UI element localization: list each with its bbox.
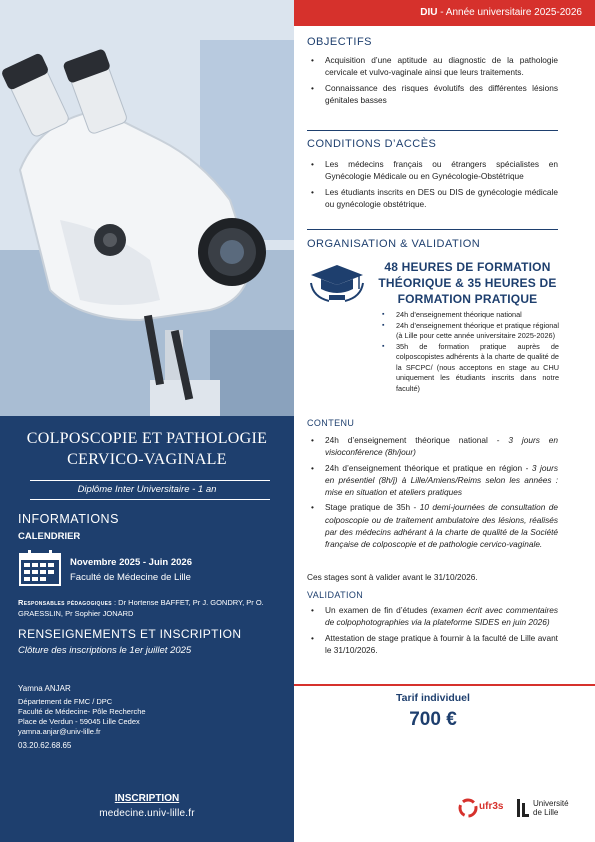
item-text: 24h d’enseignement théorique et pratique en région - — [325, 462, 532, 473]
item-text: 24h d’enseignement théorique national - — [325, 435, 509, 445]
list-item — [307, 434, 558, 459]
list-item: • Les médecins français ou étrangers spécialistes en Gynécologie Médicale ou en Gynécologie-Obstétrique — [307, 158, 558, 183]
ufr3s-logo-mark — [458, 798, 478, 818]
hours-headline: 48 HEURES DE FORMATION THÉORIQUE & 35 HEURES DE FORMATION PRATIQUE — [378, 260, 557, 306]
top-bar-bold: DIU — [420, 7, 438, 18]
title-line-1: COLPOSCOPIE ET PATHOLOGIE — [26, 430, 268, 447]
contenu-heading: CONTENU — [307, 418, 355, 428]
list-item: • Les étudiants inscrits en DES ou DIS de gynécologie médicale ou gynécologie obstétrique. — [307, 186, 558, 211]
list-item: • Acquisition d’une aptitude au diagnostic de la pathologie cervicale et vulvo-vaginale ainsi que leurs traitements. — [307, 54, 558, 79]
calendar-heading: CALENDRIER — [18, 531, 81, 542]
list-item: ▪ 24h d’enseignement théorique et pratique régional (à Lille pour cette année universitaire 2025-2026) — [376, 321, 559, 342]
universite-lille-line2: de Lille — [533, 808, 559, 817]
contenu-note: Ces stages sont à valider avant le 31/10/2026. — [307, 572, 478, 582]
title-line-2: CERVICO-VAGINALE — [67, 451, 227, 468]
calendar-icon — [19, 550, 61, 586]
graduation-cap-icon — [307, 263, 367, 303]
divider — [307, 130, 558, 131]
organisation-heading: ORGANISATION & VALIDATION — [307, 238, 481, 250]
divider-red — [294, 684, 595, 686]
item-text: Un examen de fin d’études — [325, 605, 431, 615]
contact-name: Yamna ANJAR — [18, 684, 71, 693]
responsables-names: : Dr Hortense BAFFET, Pr J. GONDRY, Pr O. GRAESSLIN, Pr Sophier JONARD — [18, 598, 264, 618]
diploma-label: Diplôme Inter Universitaire - 1 an — [77, 484, 217, 495]
left-panel — [0, 0, 294, 842]
item-text: Attestation de stage pratique à fournir à la faculté de Lille avant le 31/10/2026. — [325, 632, 558, 655]
top-bar — [294, 0, 595, 26]
item-italic: 3 jours en visioconférence (8h/jour) — [325, 435, 559, 458]
calendar-dates: Novembre 2025 - Juin 2026 — [70, 557, 192, 568]
responsables-label: Responsables pédagogiques — [18, 598, 112, 607]
validation-list — [307, 604, 558, 659]
hours-details — [376, 310, 559, 394]
conditions-list — [307, 158, 558, 213]
list-item — [307, 604, 558, 629]
objectifs-list — [307, 54, 558, 109]
conditions-heading: CONDITIONS D’ACCÈS — [307, 138, 437, 150]
closing-date: Clôture des inscriptions le 1er juillet 2025 — [18, 645, 192, 656]
contact-phone: 03.20.62.68.65 — [18, 741, 72, 750]
tarif-price: 700 € — [409, 709, 457, 730]
contact-block — [18, 684, 146, 737]
contenu-list — [307, 434, 558, 554]
contact-line: Place de Verdun - 59045 Lille Cedex — [18, 717, 140, 726]
contact-line: Faculté de Médecine- Pôle Recherche — [18, 707, 146, 716]
item-italic: (examen écrit avec commentaires de colpophotographies via la plateforme SIDES en juin 2026) — [325, 605, 558, 628]
divider — [307, 229, 558, 230]
course-title — [0, 428, 294, 470]
renseignements-heading: RENSEIGNEMENTS ET INSCRIPTION — [18, 627, 242, 641]
ufr3s-logo-text: ufr3s — [479, 801, 504, 812]
contact-email[interactable]: yamna.anjar@univ-lille.fr — [18, 727, 101, 736]
divider — [30, 480, 270, 481]
item-italic: 10 demi-journées de consultation de colposcopie ou de traitement ambulatoire des lésions, réalisés par des médecins adhérant à la charte de qualité de la Société française de colposcopie et de pathologie cervico-vaginale. — [325, 502, 558, 550]
informations-heading: INFORMATIONS — [18, 512, 119, 526]
list-item: ▪ 35h de formation pratique auprès de colposcopistes adhérents à la charte de qualité de la SFCPC/ (nous acceptons en stage au CHU uniquement les étudiants inscrits dans notre faculté) — [376, 342, 559, 395]
item-text: Stage pratique de 35h - — [325, 502, 420, 513]
item-italic: 3 jours en présentiel (8h/j) à Lille/Amiens/Reims selon les années : mise en situation et ateliers pratiques — [325, 462, 558, 498]
inscription-heading: INSCRIPTION — [114, 793, 180, 804]
list-item — [307, 462, 558, 499]
ufr3s-logo — [458, 797, 508, 819]
inscription-link[interactable]: medecine.univ-lille.fr — [99, 808, 195, 819]
calendar-place: Faculté de Médecine de Lille — [70, 572, 191, 583]
colposcope-photo — [0, 0, 294, 416]
objectifs-heading: OBJECTIFS — [307, 36, 373, 48]
divider — [30, 499, 270, 500]
list-item — [307, 501, 558, 550]
universite-lille-logo — [517, 797, 573, 819]
list-item: ▪ 24h d’enseignement théorique national — [376, 310, 559, 321]
tarif-label: Tarif individuel — [396, 692, 470, 704]
universite-lille-logo-mark — [517, 799, 529, 817]
responsables — [18, 597, 280, 619]
top-bar-text: - Année universitaire 2025-2026 — [437, 7, 582, 18]
list-item — [307, 632, 558, 657]
validation-heading: VALIDATION — [307, 590, 364, 600]
universite-lille-line1: Université — [533, 799, 569, 808]
list-item: • Connaissance des risques évolutifs des différentes lésions génitales basses — [307, 82, 558, 107]
contact-line: Département de FMC / DPC — [18, 697, 113, 706]
